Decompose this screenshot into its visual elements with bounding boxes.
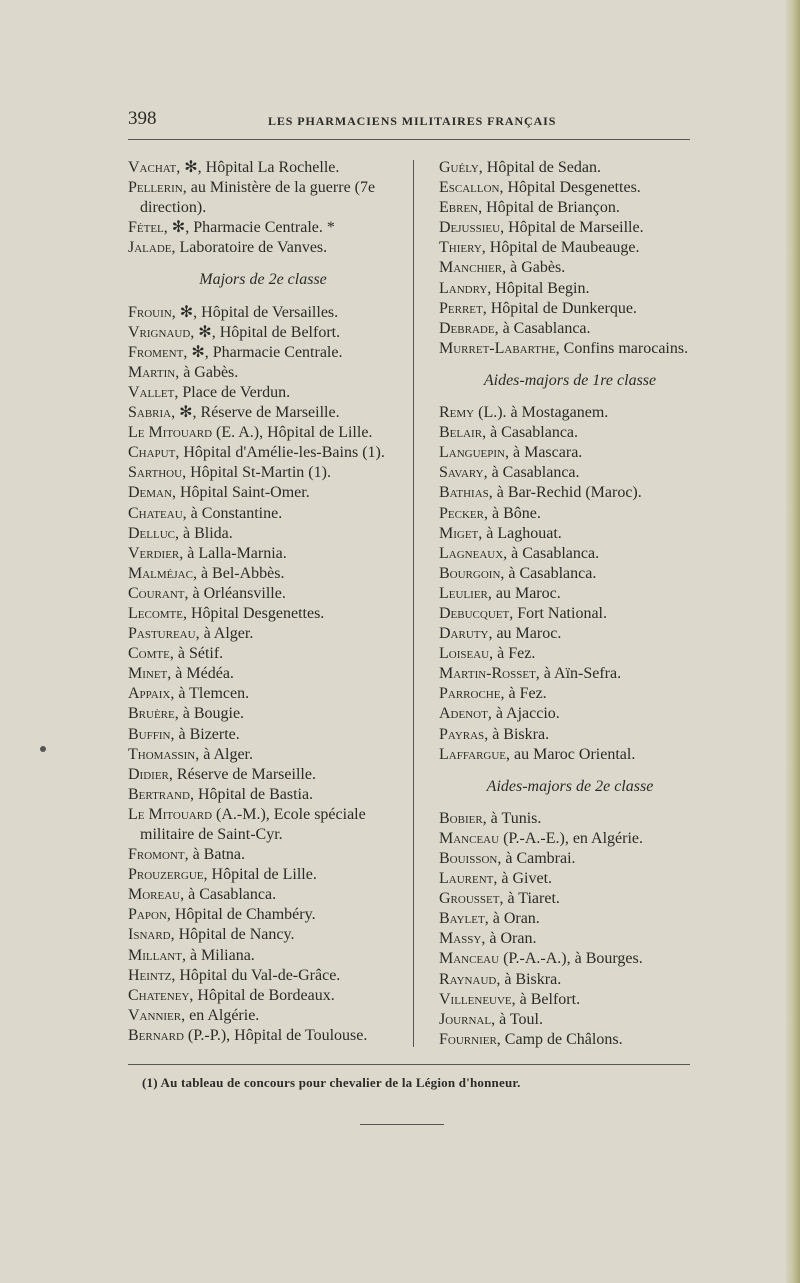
roster-entry bbox=[439, 158, 701, 178]
entry-name: Isnard bbox=[128, 926, 171, 944]
roster-entry bbox=[128, 423, 398, 443]
roster-entry bbox=[439, 644, 701, 664]
entry-detail: , à Bizerte. bbox=[170, 725, 240, 743]
entry-name: Bathias bbox=[439, 484, 489, 502]
entry-detail: , à Ajaccio. bbox=[487, 705, 560, 723]
entry-name: Frouin bbox=[128, 303, 172, 321]
roster-entry bbox=[128, 745, 398, 765]
entry-detail: , ✻, Hôpital La Rochelle. bbox=[176, 159, 340, 176]
entry-name: Debucquet bbox=[439, 604, 510, 622]
entry-name: Millant bbox=[128, 946, 182, 964]
roster-entry bbox=[128, 986, 398, 1006]
entry-detail: , Hôpital de Lille. bbox=[203, 866, 317, 884]
entry-detail: , à Fez. bbox=[489, 645, 536, 663]
roster-entry bbox=[439, 483, 701, 503]
entry-detail: , à Bar-Rechid (Maroc). bbox=[488, 484, 642, 502]
roster-entry bbox=[128, 363, 398, 383]
roster-entry bbox=[128, 624, 398, 644]
roster-entry bbox=[439, 339, 701, 359]
spacer bbox=[128, 291, 398, 303]
entry-detail: , Hôpital d'Amélie-les-Bains (1). bbox=[175, 444, 385, 462]
roster-entry bbox=[128, 845, 398, 865]
entry-name: Bouisson bbox=[439, 850, 498, 867]
roster-entry bbox=[439, 704, 701, 724]
entry-detail: , au Maroc. bbox=[488, 625, 562, 643]
entry-name: Daruty bbox=[439, 625, 489, 643]
entry-name: Verdier bbox=[128, 544, 180, 562]
entry-detail: , à Sétif. bbox=[169, 645, 224, 663]
entry-detail: , au Maroc. bbox=[487, 584, 561, 602]
roster-entry bbox=[439, 544, 701, 564]
roster-entry bbox=[128, 303, 398, 323]
entry-detail: (A.-M.), Ecole spéciale militaire de Saint-Cyr. bbox=[140, 805, 366, 843]
entry-detail: , Hôpital de Bastia. bbox=[189, 785, 314, 803]
roster-entry bbox=[439, 889, 701, 909]
entry-name: Lagneaux bbox=[439, 544, 504, 562]
entry-detail: , à Miliana. bbox=[181, 946, 255, 964]
roster-entry bbox=[128, 1006, 398, 1026]
roster-entry bbox=[439, 584, 701, 604]
entry-name: Prouzergue bbox=[128, 866, 204, 884]
entry-detail: (P.-P.), Hôpital de Toulouse. bbox=[183, 1026, 368, 1044]
entry-name: Heintz bbox=[128, 966, 172, 984]
entry-name: Buffin bbox=[128, 725, 171, 743]
entry-name: Pastureau bbox=[128, 625, 196, 643]
page-spine-edge bbox=[786, 0, 800, 1283]
entry-detail: , Hôpital Saint-Omer. bbox=[171, 484, 310, 502]
entry-name: Martin-Rosset bbox=[439, 665, 536, 683]
entry-detail: , à Casablanca. bbox=[494, 319, 591, 337]
entry-name: Murret-Labarthe bbox=[439, 339, 556, 357]
entry-name: Martin bbox=[128, 363, 176, 381]
entry-name: Manceau bbox=[439, 829, 500, 847]
entry-detail: , ✻, Réserve de Marseille. bbox=[171, 404, 340, 422]
entry-name: Sabria bbox=[128, 404, 172, 422]
entry-name: Journal bbox=[439, 1010, 492, 1028]
roster-entry bbox=[439, 198, 701, 218]
entry-detail: , Hôpital de Dunkerque. bbox=[482, 299, 637, 317]
roster-entry bbox=[128, 925, 398, 945]
roster-entry bbox=[439, 909, 701, 929]
entry-detail: , à Orléansville. bbox=[184, 584, 286, 602]
entry-name: Vachat bbox=[128, 159, 177, 176]
entry-detail: , à Toul. bbox=[491, 1010, 543, 1028]
entry-detail: , ✻, Pharmacie Centrale. bbox=[183, 343, 343, 361]
entry-detail: , à Oran. bbox=[484, 910, 540, 928]
roster-entry bbox=[439, 604, 701, 624]
entry-name: Chateau bbox=[128, 504, 183, 522]
roster-entry bbox=[439, 970, 701, 990]
entry-detail: , à Givet. bbox=[493, 870, 553, 888]
entry-detail: , à Alger. bbox=[195, 625, 254, 643]
running-title: LES PHARMACIENS MILITAIRES FRANÇAIS bbox=[268, 114, 557, 128]
roster-entry bbox=[128, 238, 398, 258]
roster-entry bbox=[128, 865, 398, 885]
spacer bbox=[439, 359, 701, 371]
entry-detail: , Hôpital de Chambéry. bbox=[166, 906, 316, 924]
entry-name: Debrade bbox=[439, 319, 495, 337]
spacer bbox=[439, 765, 701, 777]
roster-entry bbox=[128, 684, 398, 704]
entry-name: Chaput bbox=[128, 444, 176, 462]
roster-entry bbox=[128, 805, 398, 845]
entry-detail: , à Fez. bbox=[500, 685, 547, 703]
entry-detail: , Hôpital de Sedan. bbox=[478, 159, 601, 176]
spacer bbox=[439, 391, 701, 403]
end-rule bbox=[360, 1124, 444, 1125]
spacer bbox=[128, 258, 398, 270]
entry-name: Fromont bbox=[128, 846, 185, 864]
entry-detail: (E. A.), Hôpital de Lille. bbox=[212, 424, 373, 442]
roster-entry bbox=[439, 1030, 701, 1050]
entry-name: Pecker bbox=[439, 504, 484, 522]
roster-entry bbox=[128, 483, 398, 503]
entry-name: Villeneuve bbox=[439, 990, 512, 1008]
right-entries-top bbox=[439, 158, 701, 359]
entry-name: Grousset bbox=[439, 890, 500, 908]
entry-name: Dejussieu bbox=[439, 219, 501, 237]
roster-entry bbox=[439, 849, 701, 869]
roster-entry bbox=[128, 544, 398, 564]
roster-entry bbox=[439, 299, 701, 319]
entry-detail: , Hôpital St-Martin (1). bbox=[182, 464, 331, 482]
entry-name: Savary bbox=[439, 464, 484, 482]
roster-entry bbox=[439, 564, 701, 584]
entry-detail: , Place de Verdun. bbox=[174, 383, 291, 401]
entry-name: Bertrand bbox=[128, 785, 190, 803]
entry-detail: , à Batna. bbox=[184, 846, 245, 864]
roster-entry bbox=[128, 725, 398, 745]
roster-entry bbox=[439, 809, 701, 829]
roster-entry bbox=[439, 319, 701, 339]
entry-detail: , au Ministère de la guerre (7e direction). bbox=[140, 179, 376, 217]
roster-entry bbox=[128, 704, 398, 724]
entry-detail: , au Maroc Oriental. bbox=[506, 745, 636, 763]
entry-detail: , Hôpital de Briançon. bbox=[478, 199, 620, 217]
entry-detail: , Hôpital du Val-de-Grâce. bbox=[171, 966, 341, 984]
entry-detail: , à Médéa. bbox=[167, 665, 234, 683]
entry-name: Manchier bbox=[439, 259, 503, 277]
entry-detail: , à Laghouat. bbox=[478, 524, 562, 542]
entry-detail: , Camp de Châlons. bbox=[496, 1030, 623, 1048]
roster-entry bbox=[439, 258, 701, 278]
entry-name: Bernard bbox=[128, 1026, 184, 1044]
roster-entry bbox=[128, 218, 398, 238]
roster-entry bbox=[439, 504, 701, 524]
right-entries-aides-1re bbox=[439, 403, 701, 765]
entry-name: Delluc bbox=[128, 524, 175, 542]
entry-name: Minet bbox=[128, 665, 168, 683]
entry-name: Fétel bbox=[128, 219, 164, 237]
roster-entry bbox=[128, 905, 398, 925]
roster-entry bbox=[128, 1026, 398, 1046]
roster-entry bbox=[439, 423, 701, 443]
left-entries-majors bbox=[128, 303, 398, 1046]
entry-name: Le Mitouard bbox=[128, 805, 213, 823]
roster-entry bbox=[439, 684, 701, 704]
entry-name: Perret bbox=[439, 299, 483, 317]
entry-name: Moreau bbox=[128, 886, 181, 904]
roster-entry bbox=[439, 990, 701, 1010]
roster-entry bbox=[128, 604, 398, 624]
entry-name: Chateney bbox=[128, 986, 190, 1004]
entry-name: Raynaud bbox=[439, 970, 497, 988]
entry-name: Appaix bbox=[128, 685, 171, 703]
roster-entry bbox=[439, 1010, 701, 1030]
entry-detail: , à Aïn-Sefra. bbox=[535, 665, 622, 683]
entry-name: Laffargue bbox=[439, 745, 507, 763]
entry-name: Malméjac bbox=[128, 564, 193, 582]
entry-name: Pellerin bbox=[128, 179, 183, 197]
roster-entry bbox=[128, 178, 398, 218]
entry-name: Froment bbox=[128, 343, 184, 361]
entry-name: Jalade bbox=[128, 239, 172, 257]
roster-entry bbox=[128, 885, 398, 905]
entry-detail: , Hôpital Begin. bbox=[487, 279, 590, 297]
entry-detail: (P.-A.-E.), en Algérie. bbox=[499, 829, 644, 847]
roster-entry bbox=[128, 946, 398, 966]
entry-name: Vannier bbox=[128, 1006, 182, 1024]
entry-name: Belair bbox=[439, 424, 483, 442]
entry-detail: , ✻, Hôpital de Belfort. bbox=[190, 323, 341, 341]
roster-entry bbox=[439, 949, 701, 969]
column-divider bbox=[413, 160, 414, 1047]
entry-name: Didier bbox=[128, 765, 169, 783]
entry-detail: , ✻, Hôpital de Versailles. bbox=[171, 303, 339, 321]
entry-detail: , à Gabès. bbox=[502, 259, 566, 277]
roster-entry bbox=[439, 745, 701, 765]
margin-ink-spot bbox=[40, 746, 46, 752]
entry-detail: , à Oran. bbox=[481, 930, 537, 948]
roster-entry bbox=[128, 524, 398, 544]
entry-name: Thiery bbox=[439, 239, 482, 257]
entry-detail: , Fort National. bbox=[509, 604, 607, 622]
entry-detail: , à Biskra. bbox=[484, 725, 550, 743]
entry-detail: , Hôpital Desgenettes. bbox=[183, 604, 325, 622]
roster-entry bbox=[439, 624, 701, 644]
roster-entry bbox=[439, 443, 701, 463]
right-column bbox=[439, 158, 701, 1050]
entry-name: Fournier bbox=[439, 1030, 497, 1048]
entry-detail: , à Lalla-Marnia. bbox=[179, 544, 287, 562]
roster-entry bbox=[128, 443, 398, 463]
entry-name: Sarthou bbox=[128, 464, 183, 482]
page-number: 398 bbox=[128, 108, 157, 129]
roster-entry bbox=[128, 584, 398, 604]
entry-detail: , Hôpital de Nancy. bbox=[170, 926, 295, 944]
roster-entry bbox=[439, 725, 701, 745]
entry-name: Adenot bbox=[439, 705, 488, 723]
roster-entry bbox=[128, 403, 398, 423]
roster-entry bbox=[439, 463, 701, 483]
roster-entry bbox=[439, 218, 701, 238]
entry-detail: , Hôpital Desgenettes. bbox=[499, 179, 641, 197]
entry-detail: , à Casablanca. bbox=[180, 886, 277, 904]
entry-detail: (P.-A.-A.), à Bourges. bbox=[499, 950, 643, 968]
roster-entry bbox=[439, 238, 701, 258]
entry-name: Landry bbox=[439, 279, 488, 297]
entry-detail: , Hôpital de Bordeaux. bbox=[189, 986, 335, 1004]
entry-detail: , à Blida. bbox=[175, 524, 233, 542]
roster-entry bbox=[439, 829, 701, 849]
entry-name: Leulier bbox=[439, 584, 488, 602]
entry-detail: , à Casablanca. bbox=[503, 544, 600, 562]
entry-name: Vallet bbox=[128, 383, 175, 401]
roster-entry bbox=[439, 929, 701, 949]
entry-detail: , ✻, Pharmacie Centrale. * bbox=[163, 219, 335, 237]
entry-detail: , à Tunis. bbox=[482, 809, 542, 827]
footnote: (1) Au tableau de concours pour chevalier de la Légion d'honneur. bbox=[142, 1075, 521, 1090]
roster-entry bbox=[128, 664, 398, 684]
entry-detail: , Confins marocains. bbox=[555, 339, 689, 357]
roster-entry bbox=[128, 463, 398, 483]
entry-name: Baylet bbox=[439, 910, 485, 928]
entry-name: Bourgoin bbox=[439, 564, 501, 582]
entry-name: Deman bbox=[128, 484, 172, 502]
footnote-rule bbox=[128, 1064, 690, 1065]
entry-detail: , à Mascara. bbox=[505, 444, 583, 462]
spacer bbox=[439, 797, 701, 809]
entry-name: Le Mitouard bbox=[128, 424, 213, 442]
entry-detail: , à Tiaret. bbox=[499, 890, 560, 908]
entry-name: Lecomte bbox=[128, 604, 183, 622]
entry-detail: , à Casablanca. bbox=[483, 464, 580, 482]
entry-detail: , à Belfort. bbox=[511, 990, 581, 1008]
entry-name: Massy bbox=[439, 930, 482, 948]
entry-name: Courant bbox=[128, 584, 185, 602]
entry-detail: , à Constantine. bbox=[182, 504, 283, 522]
roster-entry bbox=[128, 966, 398, 986]
entry-detail: , à Bel-Abbès. bbox=[192, 564, 285, 582]
entry-name: Guély bbox=[439, 159, 479, 176]
roster-entry bbox=[128, 383, 398, 403]
roster-entry bbox=[128, 158, 398, 178]
right-entries-aides-2e bbox=[439, 809, 701, 1050]
roster-entry bbox=[128, 343, 398, 363]
entry-detail: , à Alger. bbox=[195, 745, 253, 763]
entry-name: Parroche bbox=[439, 685, 501, 703]
roster-entry bbox=[128, 564, 398, 584]
entry-detail: , à Bougie. bbox=[174, 705, 245, 723]
entry-name: Escallon bbox=[439, 179, 500, 197]
roster-entry bbox=[128, 644, 398, 664]
entry-detail: , à Biskra. bbox=[496, 970, 562, 988]
entry-detail: , à Casablanca. bbox=[482, 424, 579, 442]
entry-name: Thomassin bbox=[128, 745, 196, 763]
entry-detail: , à Tlemcen. bbox=[170, 685, 250, 703]
entry-detail: , Hôpital de Maubeauge. bbox=[481, 239, 640, 257]
roster-entry bbox=[128, 765, 398, 785]
roster-entry bbox=[439, 664, 701, 684]
roster-entry bbox=[128, 785, 398, 805]
entry-detail: , en Algérie. bbox=[181, 1006, 260, 1024]
entry-detail: , à Cambrai. bbox=[497, 850, 576, 867]
entry-detail: , à Casablanca. bbox=[500, 564, 597, 582]
entry-detail: , Hôpital de Marseille. bbox=[500, 219, 644, 237]
roster-entry bbox=[439, 279, 701, 299]
entry-name: Bruère bbox=[128, 705, 175, 723]
left-column bbox=[128, 158, 398, 1046]
roster-entry bbox=[128, 504, 398, 524]
entry-name: Payras bbox=[439, 725, 485, 743]
roster-entry bbox=[439, 869, 701, 889]
entry-detail: , Réserve de Marseille. bbox=[168, 765, 316, 783]
roster-entry bbox=[439, 403, 701, 423]
entry-detail: , à Gabès. bbox=[175, 363, 239, 381]
section-heading-aides-2e: Aides-majors de 2e classe bbox=[486, 777, 654, 795]
roster-entry bbox=[439, 178, 701, 198]
entry-name: Vrignaud bbox=[128, 323, 191, 341]
entry-name: Miget bbox=[439, 524, 479, 542]
section-heading-majors-2e: Majors de 2e classe bbox=[199, 271, 327, 289]
entry-detail: , Laboratoire de Vanves. bbox=[171, 239, 328, 257]
entry-name: Manceau bbox=[439, 950, 500, 968]
section-heading-aides-1re: Aides-majors de 1re classe bbox=[483, 371, 657, 389]
entry-name: Bobier bbox=[439, 809, 483, 827]
entry-detail: , à Bône. bbox=[483, 504, 541, 522]
page-header bbox=[128, 108, 688, 138]
header-rule bbox=[128, 139, 690, 140]
entry-name: Languepin bbox=[439, 444, 505, 462]
roster-entry bbox=[128, 323, 398, 343]
left-entries-top bbox=[128, 158, 398, 258]
entry-name: Ebren bbox=[439, 199, 479, 217]
roster-entry bbox=[439, 524, 701, 544]
entry-name: Papon bbox=[128, 906, 167, 924]
entry-name: Laurent bbox=[439, 870, 494, 888]
entry-name: Remy bbox=[439, 404, 475, 422]
entry-name: Comte bbox=[128, 645, 170, 663]
entry-name: Loiseau bbox=[439, 645, 490, 663]
entry-detail: (L.). à Mostaganem. bbox=[474, 404, 609, 422]
